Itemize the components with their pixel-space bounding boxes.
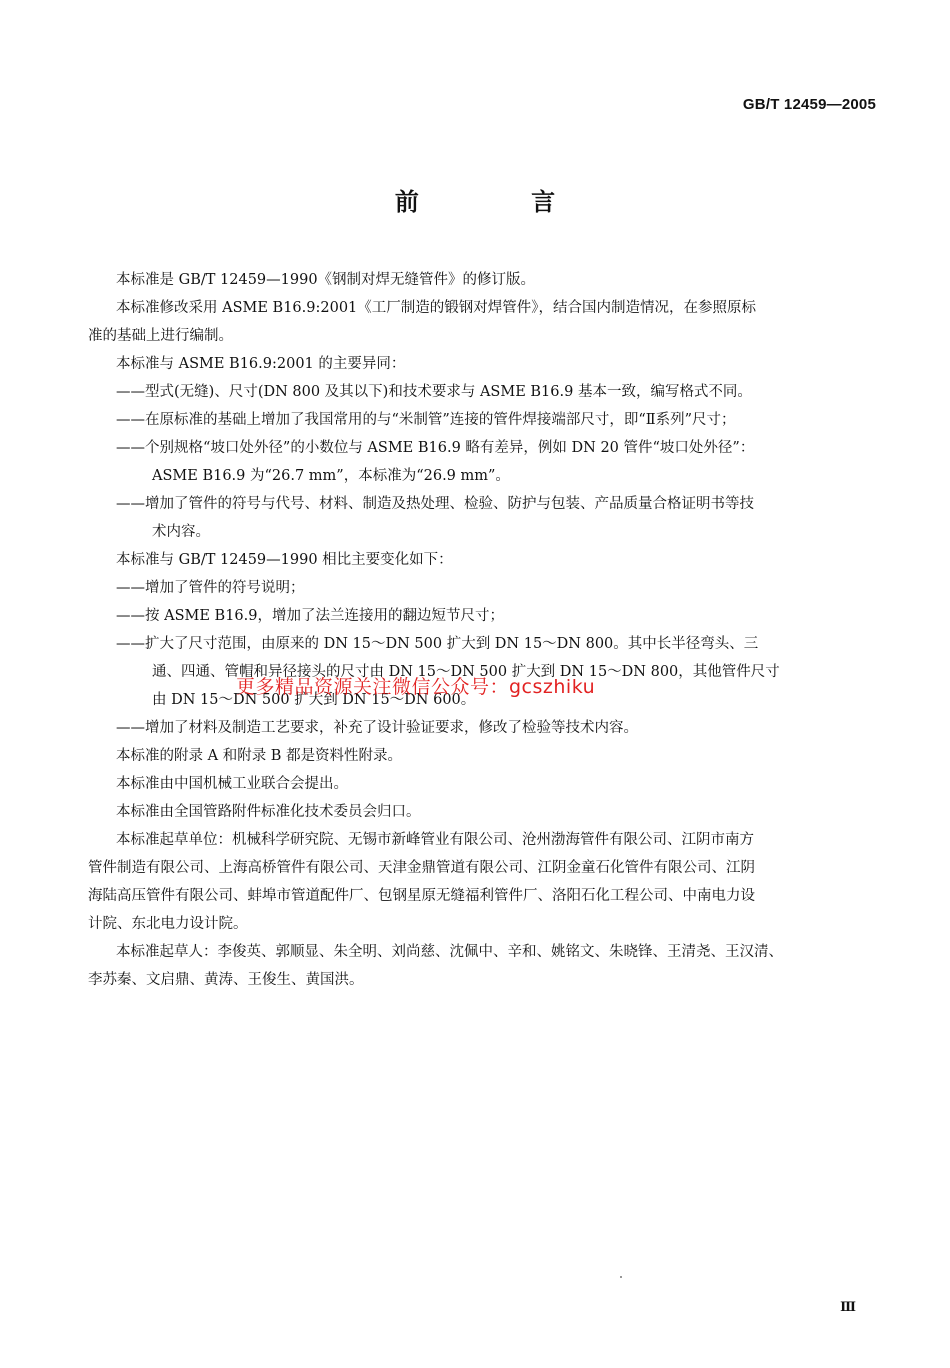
list-item xyxy=(116,434,878,490)
paragraph-line: 本标准起草单位：机械科学研究院、无锡市新峰管业有限公司、沧州渤海管件有限公司、江阴市南方 xyxy=(116,832,754,848)
page-title: 前 言 xyxy=(394,188,608,216)
document-body xyxy=(88,266,878,994)
paragraph-changes-intro: 本标准与 GB/T 12459—1990 相比主要变化如下： xyxy=(116,552,453,568)
paragraph-committee: 本标准由全国管路附件标准化技术委员会归口。 xyxy=(116,804,421,820)
list-item: ——增加了材料及制造工艺要求，补充了设计验证要求，修改了检验等技术内容。 xyxy=(116,720,638,736)
paragraph-line: 海陆高压管件有限公司、蚌埠市管道配件厂、包钢星原无缝福利管件厂、洛阳石化工程公司、中南电力设 xyxy=(88,888,755,904)
list-item: ——增加了管件的符号说明； xyxy=(116,580,305,596)
paragraph-differences-intro: 本标准与 ASME B16.9:2001 的主要异同： xyxy=(116,356,406,372)
paragraph-line: 李苏秦、文启鼎、黄涛、王俊生、黄国洪。 xyxy=(88,972,364,988)
list-item xyxy=(116,490,878,546)
paragraph-line: 计院、东北电力设计院。 xyxy=(88,916,248,932)
paragraph-line: 本标准修改采用 ASME B16.9:2001《工厂制造的锻钢对焊管件》，结合国内制造情况，在参照原标 xyxy=(116,300,757,316)
page-number: Ⅲ xyxy=(840,1300,856,1315)
paragraph-line: 本标准起草人：李俊英、郭顺显、朱全明、刘尚慈、沈佩中、辛和、姚铭文、朱晓锋、王清尧、王汉清、 xyxy=(116,944,783,960)
paragraph-line: 准的基础上进行编制。 xyxy=(88,328,233,344)
list-item-line: 通、四通、管帽和异径接头的尺寸由 DN 15～DN 500 扩大到 DN 15～DN 800，其他管件尺寸 xyxy=(152,664,780,680)
list-item-line: ASME B16.9 为“26.7 mm”，本标准为“26.9 mm”。 xyxy=(152,468,510,484)
list-item-line: 由 DN 15～DN 500 扩大到 DN 15～DN 600。 xyxy=(152,692,476,708)
paragraph-annex: 本标准的附录 A 和附录 B 都是资料性附录。 xyxy=(116,748,403,764)
watermark: 更多精品资源关注微信公众号：gcszhiku xyxy=(236,676,596,698)
list-item-line: ——扩大了尺寸范围，由原来的 DN 15～DN 500 扩大到 DN 15～DN 800。其中长半径弯头、三 xyxy=(116,636,759,652)
paragraph-proposer: 本标准由中国机械工业联合会提出。 xyxy=(116,776,348,792)
list-item: ——按 ASME B16.9，增加了法兰连接用的翻边短节尺寸； xyxy=(116,608,504,624)
list-item-line: ——个别规格“坡口处外径”的小数位与 ASME B16.9 略有差异，例如 DN 20 管件“坡口处外径”： xyxy=(116,440,755,456)
list-item: ——在原标准的基础上增加了我国常用的与“米制管”连接的管件焊接端部尺寸，即“Ⅱ系列”尺寸； xyxy=(116,412,736,428)
paragraph-line: 管件制造有限公司、上海高桥管件有限公司、天津金鼎管道有限公司、江阴金童石化管件有限公司、江阴 xyxy=(88,860,755,876)
list-item: ——型式(无缝)、尺寸(DN 800 及其以下)和技术要求与 ASME B16.9 基本一致，编写格式不同。 xyxy=(116,384,752,400)
scan-speck xyxy=(620,1276,622,1278)
standard-code: GB/T 12459—2005 xyxy=(742,96,876,113)
paragraph-drafters xyxy=(88,938,878,994)
list-item-line: ——增加了管件的符号与代号、材料、制造及热处理、检验、防护与包装、产品质量合格证明书等技 xyxy=(116,496,754,512)
paragraph-drafting-units xyxy=(88,826,878,938)
paragraph-adoption xyxy=(88,294,878,350)
list-item-line: 术内容。 xyxy=(152,524,210,540)
paragraph-revision: 本标准是 GB/T 12459—1990《钢制对焊无缝管件》的修订版。 xyxy=(116,272,536,288)
